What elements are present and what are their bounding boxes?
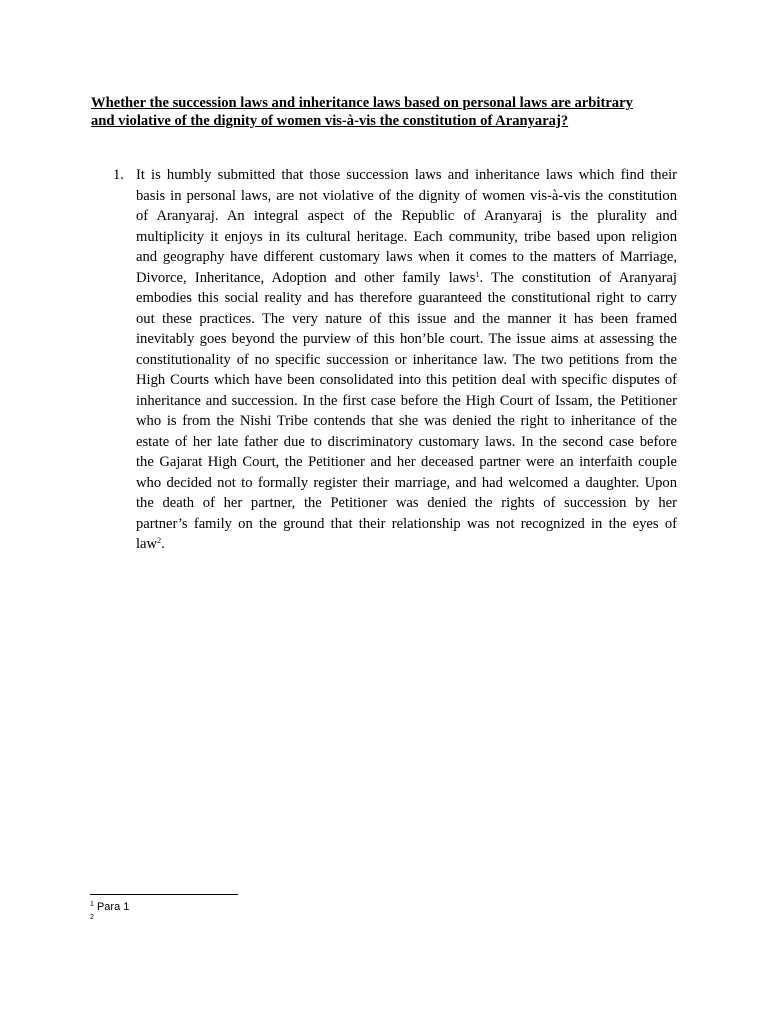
paragraph-line: multiplicity it enjoys in its cultural heritage. Each community, tribe based upon religion: [136, 228, 677, 245]
list-item-paragraph: [136, 165, 677, 555]
paragraph-line: embodies this social reality and has therefore guaranteed the constitutional right to carry: [136, 290, 677, 306]
footnote-mark: 2: [90, 914, 94, 921]
paragraph-line: and geography have different customary laws when it comes to the matters of Marriage,: [136, 249, 677, 265]
paragraph-line: estate of her late father due to discriminatory customary laws. In the second case before: [136, 433, 677, 450]
paragraph-line: constitutionality of no specific succession or inheritance law. The two petitions from the: [136, 351, 677, 368]
paragraph-line: the death of her partner, the Petitioner was denied the rights of succession by her: [136, 495, 677, 511]
footnote-ref-2: 2: [157, 536, 162, 545]
paragraph-line: who is from the Nishi Tribe contends that she was denied the right to inheritance of the: [136, 413, 677, 429]
paragraph-line: High Courts which have been consolidated into this petition deal with specific disputes of: [136, 372, 677, 388]
paragraph-line: the Gajarat High Court, the Petitioner and her deceased partner were an interfaith couple: [136, 454, 677, 470]
footnote-1: [90, 901, 129, 914]
footnote-separator: [90, 894, 238, 895]
list-item-number: 1.: [113, 167, 124, 183]
paragraph-last-line: [136, 534, 677, 555]
issue-heading: [91, 94, 691, 130]
paragraph-text: . The constitution of Aranyaraj: [479, 269, 677, 286]
paragraph-line: who decided not to formally register their marriage, and had welcomed a daughter. Upon: [136, 474, 677, 491]
paragraph-line: partner’s family on the ground that their relationship was not recognized in the eyes of: [136, 515, 677, 532]
issue-heading-line-2: and violative of the dignity of women vis-à-vis the constitution of Aranyaraj?: [91, 113, 569, 129]
footnote-2: [90, 914, 94, 927]
footnote-text: Para 1: [93, 901, 130, 913]
paragraph-line: of Aranyaraj. An integral aspect of the Republic of Aranyaraj is the plurality and: [136, 208, 677, 224]
paragraph-line: It is humbly submitted that those succession laws and inheritance laws which find their: [136, 167, 677, 183]
paragraph-line-with-footnote-1: [136, 268, 677, 289]
footnote-ref-1: 1: [475, 269, 480, 279]
footnote-mark: 1: [90, 901, 94, 908]
paragraph-line: basis in personal laws, are not violative of the dignity of women vis-à-vis the constitution: [136, 187, 677, 204]
issue-heading-line-1: Whether the succession laws and inheritance laws based on personal laws are arbitrary: [91, 95, 633, 111]
paragraph-line: out these practices. The very nature of this issue and the manner it has been framed: [136, 310, 677, 327]
paragraph-text: law: [136, 536, 158, 552]
paragraph-line: inevitably goes beyond the purview of this hon’ble court. The issue aims at assessing the: [136, 331, 677, 347]
paragraph-text: .: [161, 536, 165, 552]
paragraph-text: Divorce, Inheritance, Adoption and other family laws: [136, 269, 476, 286]
paragraph-line: inheritance and succession. In the first case before the High Court of Issam, the Petitioner: [136, 392, 677, 409]
